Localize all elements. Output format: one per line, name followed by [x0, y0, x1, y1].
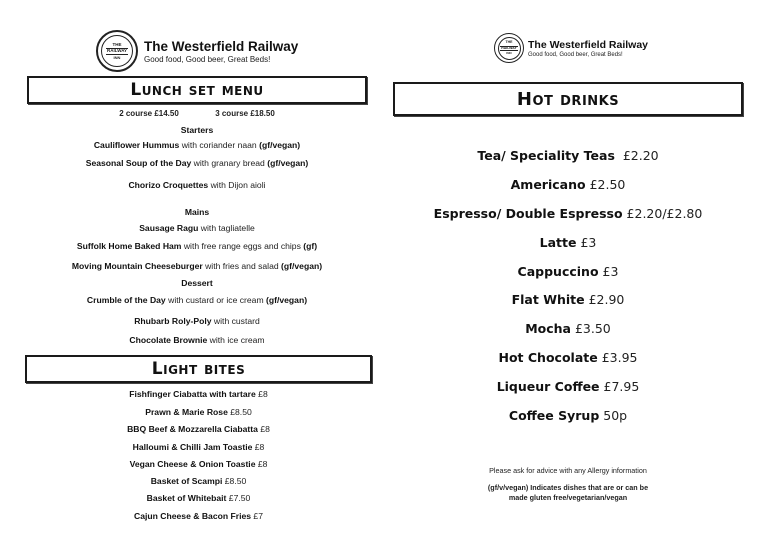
badge-bottom-text: INN: [113, 54, 121, 60]
drink-price: 50p: [599, 408, 628, 423]
light-bite-item: [25, 389, 372, 399]
item-name: Prawn & Marie Rose: [145, 407, 228, 417]
menu-item: [27, 158, 367, 168]
drink-item: [393, 350, 743, 365]
drink-item: [393, 235, 743, 250]
drink-price: £2.20/£2.80: [622, 206, 703, 221]
item-name: Seasonal Soup of the Day: [85, 158, 192, 168]
light-bite-item: [25, 511, 372, 521]
item-desc: with custard: [211, 316, 260, 326]
badge-mid-text: RAILWAY: [501, 45, 517, 50]
item-name: Fishfinger Ciabatta with tartare: [129, 389, 256, 399]
drink-item: [393, 321, 743, 336]
badge-top-text: THE: [112, 41, 122, 47]
item-desc: with coriander naan: [179, 140, 260, 150]
drink-name: Latte: [539, 235, 577, 250]
light-bite-item: [25, 442, 372, 452]
light-bite-item: [25, 493, 372, 503]
item-price: £8: [257, 424, 270, 434]
menu-item: [27, 241, 367, 251]
drink-price: £3.50: [571, 321, 611, 336]
light-bite-item: [25, 476, 372, 486]
drink-item: [393, 292, 743, 307]
item-desc: with Dijon aioli: [208, 180, 266, 190]
lunch-set-menu-title: Lunch set menu: [130, 80, 264, 100]
section-mains-heading: Mains: [184, 207, 210, 217]
railway-inn-logo-icon: [96, 30, 138, 72]
badge-bottom-text: INN: [506, 51, 512, 55]
drink-price: £2.20: [614, 148, 659, 163]
menu-item: [27, 295, 367, 305]
diet-legend-line-2: made gluten free/vegetarian/vegan: [508, 493, 628, 502]
item-price: £7: [251, 511, 263, 521]
price-3-course: 3 course £18.50: [215, 109, 275, 118]
item-diet-tag: (gf): [303, 241, 318, 251]
badge-mid-text: RAILWAY: [106, 48, 128, 53]
drink-price: £3: [576, 235, 597, 250]
price-2-course: 2 course £14.50: [119, 109, 179, 118]
light-bite-item: [25, 407, 372, 417]
menu-item: [27, 140, 367, 150]
item-name: Chocolate Brownie: [129, 335, 208, 345]
item-diet-tag: (gf/vegan): [259, 140, 301, 150]
item-name: Halloumi & Chilli Jam Toastie: [132, 442, 253, 452]
item-desc: with fries and salad: [202, 261, 282, 271]
item-diet-tag: (gf/vegan): [267, 158, 309, 168]
right-brand-header: [494, 33, 648, 63]
brand-title: The Westerfield Railway: [144, 38, 299, 54]
drink-name: Flat White: [511, 292, 585, 307]
drink-name: Tea/ Speciality Teas: [477, 148, 615, 163]
item-name: Moving Mountain Cheeseburger: [71, 261, 203, 271]
drink-name: Coffee Syrup: [508, 408, 600, 423]
drink-item: [393, 379, 743, 394]
badge-top-text: THE: [505, 40, 513, 44]
railway-inn-logo-icon: [494, 33, 524, 63]
item-name: Chorizo Croquettes: [128, 180, 209, 190]
left-brand-header: [96, 30, 298, 72]
drink-name: Hot Chocolate: [498, 350, 598, 365]
drink-name: Espresso/ Double Espresso: [433, 206, 623, 221]
drink-item: [393, 206, 743, 221]
drink-name: Mocha: [525, 321, 571, 336]
light-bite-item: [25, 459, 372, 469]
item-price: £8.50: [227, 407, 252, 417]
hot-drinks-title: Hot drinks: [516, 88, 620, 110]
item-desc: with ice cream: [207, 335, 265, 345]
item-price: £7.50: [226, 493, 251, 503]
drink-name: Liqueur Coffee: [496, 379, 600, 394]
drink-name: Americano: [510, 177, 586, 192]
item-name: Sausage Ragu: [139, 223, 199, 233]
lunch-set-menu-banner: [27, 76, 367, 104]
item-name: Suffolk Home Baked Ham: [76, 241, 182, 251]
item-desc: with custard or ice cream: [165, 295, 267, 305]
brand-tagline: Good food, Good beer, Great Beds!: [144, 54, 271, 64]
section-dessert-heading: Dessert: [181, 278, 213, 288]
brand-tagline: Good food, Good beer, Great Beds!: [528, 51, 623, 58]
light-bite-item: [25, 424, 372, 434]
drink-price: £2.90: [584, 292, 625, 307]
diet-legend-line-1: (gf/v/vegan) Indicates dishes that are or can be: [487, 483, 649, 492]
light-bites-banner: [25, 355, 372, 383]
section-starters-heading: Starters: [180, 125, 214, 135]
item-price: £8.50: [222, 476, 247, 486]
allergy-note: Please ask for advice with any Allergy information: [489, 466, 647, 475]
menu-item: [27, 335, 367, 345]
item-name: Basket of Whitebait: [146, 493, 227, 503]
drink-item: [393, 148, 743, 163]
drink-price: £3.95: [597, 350, 638, 365]
drink-item: [393, 408, 743, 423]
item-name: Vegan Cheese & Onion Toastie: [129, 459, 256, 469]
item-name: Cauliflower Hummus: [93, 140, 180, 150]
item-desc: with tagliatelle: [198, 223, 255, 233]
item-name: Basket of Scampi: [150, 476, 223, 486]
drink-item: [393, 264, 743, 279]
menu-item: [27, 180, 367, 190]
hot-drinks-banner: [393, 82, 743, 116]
item-name: BBQ Beef & Mozzarella Ciabatta: [127, 424, 258, 434]
menu-item: [27, 316, 367, 326]
drink-price: £3: [598, 264, 619, 279]
drink-price: £2.50: [585, 177, 626, 192]
drink-item: [393, 177, 743, 192]
item-name: Crumble of the Day: [86, 295, 166, 305]
drink-price: £7.95: [599, 379, 640, 394]
item-price: £8: [255, 459, 268, 469]
lunch-prices: [27, 108, 367, 118]
menu-item: [27, 223, 367, 233]
brand-title: The Westerfield Railway: [528, 38, 649, 51]
item-name: Cajun Cheese & Bacon Fries: [134, 511, 252, 521]
item-price: £8: [252, 442, 265, 452]
item-desc: with free range eggs and chips: [181, 241, 304, 251]
item-name: Rhubarb Roly-Poly: [134, 316, 212, 326]
item-desc: with granary bread: [191, 158, 268, 168]
item-diet-tag: (gf/vegan): [266, 295, 308, 305]
light-bites-title: Light bites: [151, 359, 246, 379]
item-diet-tag: (gf/vegan): [281, 261, 323, 271]
drink-name: Cappuccino: [517, 264, 599, 279]
menu-item: [27, 261, 367, 271]
item-price: £8: [255, 389, 268, 399]
